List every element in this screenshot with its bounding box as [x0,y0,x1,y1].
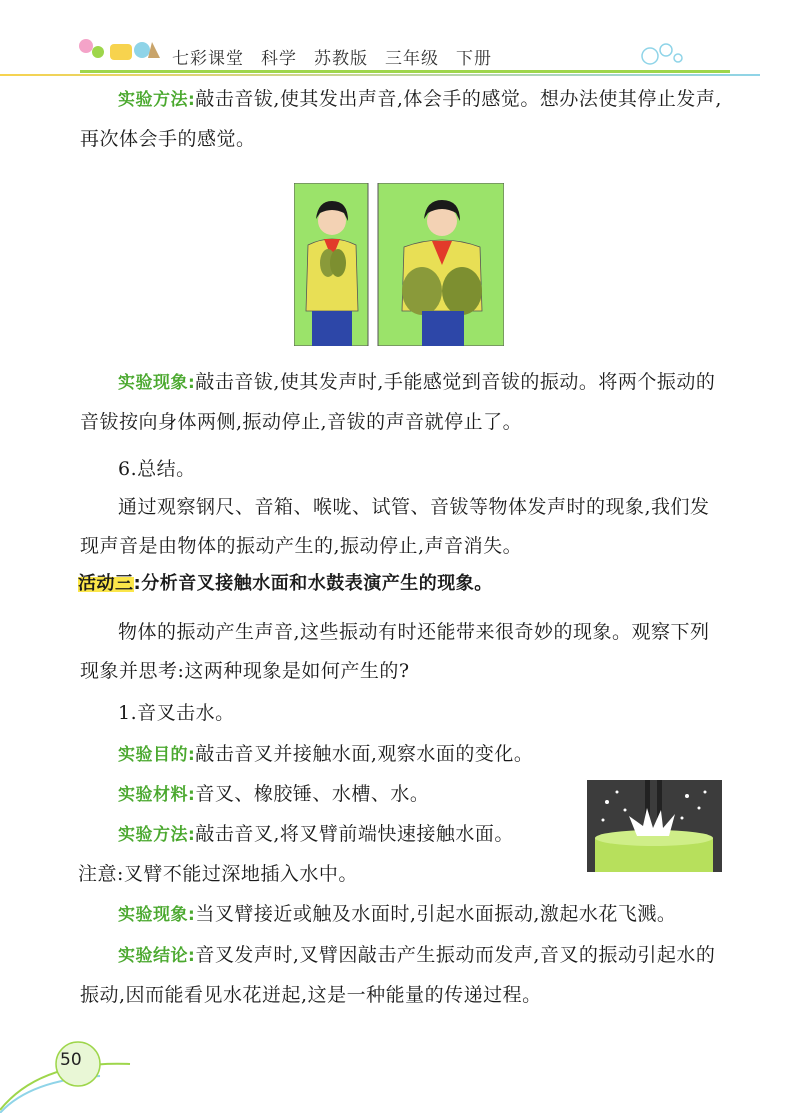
header-volume: 下册 [456,49,492,69]
header-title [172,44,509,69]
method-paragraph [80,80,726,159]
phenomenon-text: 敲击音钹,使其发声时,手能感觉到音钹的振动。将两个振动的音钹按向身体两侧,振动停止,音钹的声音就停止了。 [80,371,716,433]
header-subject: 科学 [261,49,297,69]
conclusion-paragraph [80,936,726,1015]
method-label: 实验方法: [118,90,196,110]
fork-method-text: 敲击音叉,将叉臂前端快速接触水面。 [195,823,514,845]
fork-phenomenon-label: 实验现象: [118,905,196,925]
conclusion-label: 实验结论: [118,946,196,966]
phenomenon-label: 实验现象: [118,373,196,393]
activity3-intro: 物体的振动产生声音,这些振动有时还能带来很奇妙的现象。观察下列现象并思考:这两种现象是如何产生的? [80,621,710,682]
series-logo [76,36,166,68]
header-grade: 三年级 [385,49,439,69]
page-header [0,0,800,80]
activity3-heading [78,564,738,603]
materials-text: 音叉、橡胶锤、水槽、水。 [195,783,430,805]
fork-method-label: 实验方法: [118,825,196,845]
activity3-item1: 1.音叉击水。 [118,702,235,724]
fork-phenomenon-paragraph [80,895,726,935]
phenomenon-paragraph [80,363,726,442]
fork-method-paragraph [80,815,580,855]
tuning-fork-illustration [587,780,722,872]
method-text: 敲击音钹,使其发出声音,体会手的感觉。想办法使其停止发声,再次体会手的感觉。 [80,88,722,150]
activity3-title: :分析音叉接触水面和水鼓表演产生的现象。 [133,573,493,594]
fork-phenomenon-text: 当叉臂接近或触及水面时,引起水面振动,激起水花飞溅。 [195,903,677,925]
purpose-paragraph [80,735,726,775]
note-text: 注意:叉臂不能过深地插入水中。 [78,863,358,885]
footer-decoration [0,1030,200,1113]
summary-title: 6.总结。 [118,458,196,480]
activity3-prefix: 活动三 [78,573,134,594]
header-divider-color [0,74,760,76]
page-number: 50 [60,1050,82,1070]
purpose-label: 实验目的: [118,745,196,765]
cymbals-illustration [294,183,504,346]
materials-paragraph [80,775,560,815]
summary-text: 通过观察钢尺、音箱、喉咙、试管、音钹等物体发声时的现象,我们发现声音是由物体的振动产生的,振动停止,声音消失。 [80,496,710,557]
header-edition: 苏教版 [314,49,368,69]
conclusion-text: 音叉发声时,叉臂因敲击产生振动而发声,音叉的振动引起水的振动,因而能看见水花迸起,这是一种能量的传递过程。 [80,944,716,1006]
bubbles-decoration-icon [640,38,700,68]
header-divider [80,70,730,73]
materials-label: 实验材料: [118,785,196,805]
purpose-text: 敲击音叉并接触水面,观察水面的变化。 [195,743,534,765]
header-series: 七彩课堂 [172,49,244,69]
